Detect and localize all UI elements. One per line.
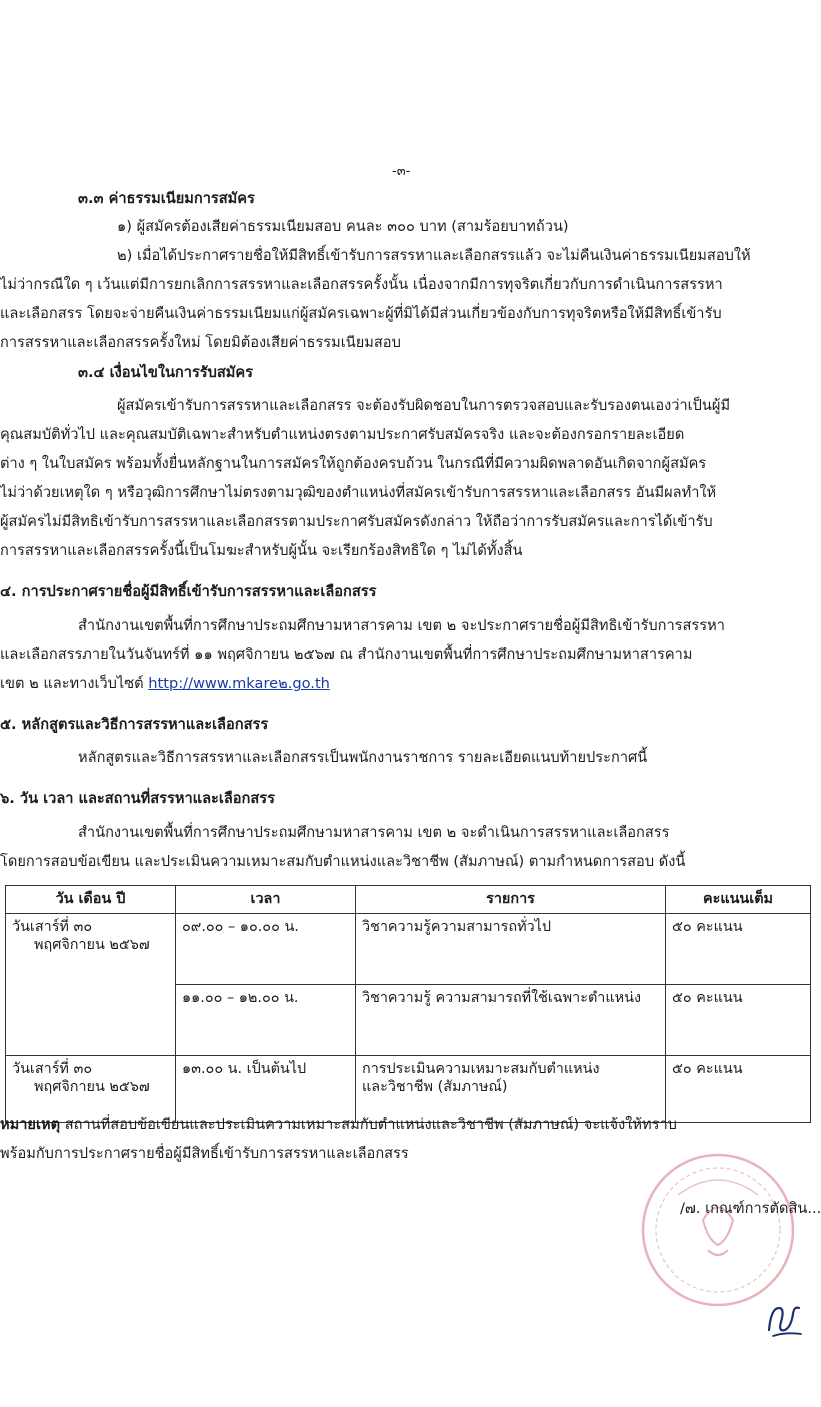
row-score-cell: ๕๐ คะแนน xyxy=(666,1055,811,1122)
row-item-line-2: และวิชาชีพ (สัมภาษณ์) xyxy=(362,1079,508,1096)
s6-line-2: โดยการสอบข้อเขียน และประเมินความเหมาะสมกับตำแหน่งและวิชาชีพ (สัมภาษณ์) ตามกำหนดการสอบ ดังนี้ xyxy=(0,853,686,870)
s33-item-2-line-4: การสรรหาและเลือกสรรครั้งใหม่ โดยมิต้องเสียค่าธรรมเนียมสอบ xyxy=(0,334,401,351)
row-score-cell: ๕๐ คะแนน xyxy=(666,913,811,984)
s33-item-2-line-3: และเลือกสรร โดยจะจ่ายคืนเงินค่าธรรมเนียมแก่ผู้สมัครเฉพาะผู้ที่มิได้มีส่วนเกี่ยวข้องกับการทุจริตหรือให้มีสิทธิ์เข้ารับ xyxy=(0,305,722,322)
note-text-1: สถานที่สอบข้อเขียนและประเมินความเหมาะสมกับตำแหน่งและวิชาชีพ (สัมภาษณ์) จะแจ้งให้ทราบ xyxy=(60,1116,677,1133)
row-date-line-1: วันเสาร์ที่ ๓๐ xyxy=(12,1060,93,1077)
row-item-cell xyxy=(356,1055,666,1122)
s4-line-2: และเลือกสรรภายในวันจันทร์ที่ ๑๑ พฤศจิกายน ๒๕๖๗ ณ สำนักงานเขตพื้นที่การศึกษาประถมศึกษามหาสารคาม xyxy=(0,646,693,663)
s33-item-2-line-1: ๒) เมื่อได้ประกาศรายชื่อให้มีสิทธิ์เข้ารับการสรรหาและเลือกสรรแล้ว จะไม่คืนเงินค่าธรรมเนียมสอบให้ xyxy=(117,247,751,264)
row-time-cell: ๑๑.๐๐ – ๑๒.๐๐ น. xyxy=(176,984,356,1055)
section-5-heading: ๕. หลักสูตรและวิธีการสรรหาและเลือกสรร xyxy=(0,716,269,733)
s6-line-1: สำนักงานเขตพื้นที่การศึกษาประถมศึกษามหาสารคาม เขต ๒ จะดำเนินการสรรหาและเลือกสรร xyxy=(78,824,670,841)
s34-line-2: คุณสมบัติทั่วไป และคุณสมบัติเฉพาะสำหรับตำแหน่งตรงตามประกาศรับสมัครจริง และจะต้องกรอกรายละเอียด xyxy=(0,426,685,443)
row-date-cell xyxy=(6,913,176,1055)
continuation-text: /๗. เกณฑ์การตัดสิน... xyxy=(680,1200,821,1217)
s33-item-2-line-2: ไม่ว่ากรณีใด ๆ เว้นแต่มีการยกเลิกการสรรหาและเลือกสรรครั้งนั้น เนื่องจากมีการทุจริตเกี่ยวกับการดำเนินการสรรหา xyxy=(0,276,723,293)
table-row xyxy=(6,1055,811,1122)
website-link[interactable]: http://www.mkare๒.go.th xyxy=(148,675,330,692)
note-line-2: พร้อมกับการประกาศรายชื่อผู้มีสิทธิ์เข้ารับการสรรหาและเลือกสรร xyxy=(0,1145,409,1162)
s34-line-4: ไม่ว่าด้วยเหตุใด ๆ หรือวุฒิการศึกษาไม่ตรงตามวุฒิของตำแหน่งที่สมัครเข้ารับการสรรหาและเลือกสรร อันมีผลทำให้ xyxy=(0,484,717,501)
header-item: รายการ xyxy=(356,886,666,914)
row-date-line-2: พฤศจิกายน ๒๕๖๗ xyxy=(34,1079,150,1096)
s34-line-6: การสรรหาและเลือกสรรครั้งนี้เป็นโมฆะสำหรับผู้นั้น จะเรียกร้องสิทธิใด ๆ ไม่ได้ทั้งสิ้น xyxy=(0,542,523,559)
s5-line: หลักสูตรและวิธีการสรรหาและเลือกสรรเป็นพนักงานราชการ รายละเอียดแนบท้ายประกาศนี้ xyxy=(78,749,648,766)
row-item-line-1: การประเมินความเหมาะสมกับตำแหน่ง xyxy=(362,1060,600,1077)
s33-item-1: ๑) ผู้สมัครต้องเสียค่าธรรมเนียมสอบ คนละ ๓๐๐ บาท (สามร้อยบาทถ้วน) xyxy=(117,218,569,235)
s4-line-3 xyxy=(0,675,330,694)
s4-line-3-prefix: เขต ๒ และทางเว็บไซต์ xyxy=(0,675,149,692)
signature-icon xyxy=(765,1290,805,1350)
table-header-row xyxy=(6,886,811,914)
section-3-3-heading: ๓.๓ ค่าธรรมเนียมการสมัคร xyxy=(78,190,255,207)
s34-line-3: ต่าง ๆ ในใบสมัคร พร้อมทั้งยื่นหลักฐานในการสมัครให้ถูกต้องครบถ้วน ในกรณีที่มีความผิดพลาดอันเกิดจากผู้สมัคร xyxy=(0,455,707,472)
s4-line-1: สำนักงานเขตพื้นที่การศึกษาประถมศึกษามหาสารคาม เขต ๒ จะประกาศรายชื่อผู้มีสิทธิเข้ารับการสรรหา xyxy=(78,617,725,634)
header-date: วัน เดือน ปี xyxy=(6,886,176,914)
section-6-heading: ๖. วัน เวลา และสถานที่สรรหาและเลือกสรร xyxy=(0,790,275,807)
note-line-1 xyxy=(0,1116,677,1135)
header-time: เวลา xyxy=(176,886,356,914)
row-score-cell: ๕๐ คะแนน xyxy=(666,984,811,1055)
section-4-heading: ๔. การประกาศรายชื่อผู้มีสิทธิ์เข้ารับการสรรหาและเลือกสรร xyxy=(0,583,377,600)
row-time-cell: ๑๓.๐๐ น. เป็นต้นไป xyxy=(176,1055,356,1122)
row-date-cell xyxy=(6,1055,176,1122)
s34-line-1: ผู้สมัครเข้ารับการสรรหาและเลือกสรร จะต้องรับผิดชอบในการตรวจสอบและรับรองตนเองว่าเป็นผู้มี xyxy=(117,397,731,414)
row-item-cell: วิชาความรู้ ความสามารถที่ใช้เฉพาะตำแหน่ง xyxy=(356,984,666,1055)
row-item-cell: วิชาความรู้ความสามารถทั่วไป xyxy=(356,913,666,984)
row-time-cell: ๐๙.๐๐ – ๑๐.๐๐ น. xyxy=(176,913,356,984)
note-label: หมายเหตุ xyxy=(0,1116,61,1133)
s34-line-5: ผู้สมัครไม่มีสิทธิเข้ารับการสรรหาและเลือกสรรตามประกาศรับสมัครดังกล่าว ให้ถือว่าการรับสมัครและการได้เข้ารับ xyxy=(0,513,713,530)
page-number: -๓- xyxy=(392,164,411,179)
table-row xyxy=(6,913,811,984)
row-date-line-1: วันเสาร์ที่ ๓๐ xyxy=(12,918,93,935)
header-score: คะแนนเต็ม xyxy=(666,886,811,914)
row-date-line-2: พฤศจิกายน ๒๕๖๗ xyxy=(34,937,150,954)
section-3-4-heading: ๓.๔ เงื่อนไขในการรับสมัคร xyxy=(78,364,254,381)
exam-schedule-table xyxy=(5,885,811,1123)
